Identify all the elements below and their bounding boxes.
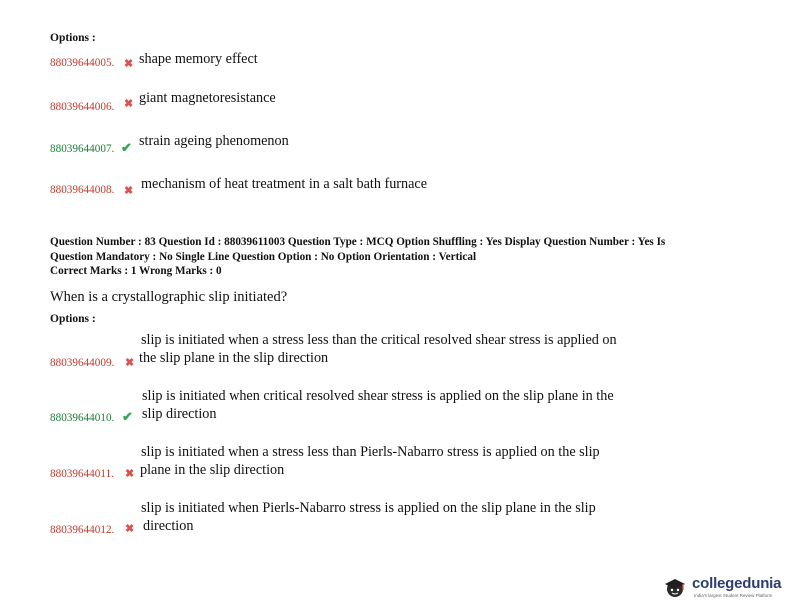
wrong-mark-icon: ✖ [125, 357, 135, 369]
option-text-line: the slip plane in the slip direction [139, 350, 329, 366]
option-text-line: slip is initiated when critical resolved shear stress is applied on the slip plane in the [142, 388, 614, 404]
option-text-line: slip direction [142, 406, 217, 422]
wrong-mark-icon: ✖ [124, 185, 134, 197]
question-marks: Correct Marks : 1 Wrong Marks : 0 [50, 265, 222, 277]
option-id: 88039644006. [50, 101, 115, 113]
option-text: mechanism of heat treatment in a salt bath furnace [141, 176, 427, 192]
wrong-mark-icon: ✖ [125, 523, 135, 535]
option-id: 88039644009. [50, 357, 115, 369]
question-meta-line: Question Mandatory : No Single Line Question Option : No Option Orientation : Vertical [50, 250, 477, 263]
question-text: When is a crystallographic slip initiated? [50, 289, 288, 305]
option-id: 88039644012. [50, 524, 115, 536]
wrong-mark-icon: ✖ [124, 58, 134, 70]
option-text-line: slip is initiated when a stress less than the critical resolved shear stress is applied on [141, 332, 617, 348]
wrong-mark-icon: ✖ [124, 98, 134, 110]
question-meta [50, 235, 665, 279]
option-id: 88039644008. [50, 184, 115, 196]
options-label-q82: Options : [50, 32, 96, 44]
option-text-line: plane in the slip direction [140, 462, 285, 478]
check-mark-icon: ✔ [121, 140, 132, 155]
option-text-line: direction [143, 518, 194, 534]
option-text-line: slip is initiated when a stress less than Pierls-Nabarro stress is applied on the slip [141, 444, 600, 460]
option-id: 88039644005. [50, 57, 115, 69]
option-text: strain ageing phenomenon [139, 133, 289, 149]
wrong-mark-icon: ✖ [125, 468, 135, 480]
option-id: 88039644007. [50, 143, 115, 155]
option-text-line: slip is initiated when Pierls-Nabarro stress is applied on the slip plane in the slip [141, 500, 596, 516]
check-mark-icon: ✔ [122, 409, 133, 424]
collegedunia-logo [664, 574, 786, 604]
option-text: shape memory effect [139, 51, 258, 67]
option-id: 88039644011. [50, 468, 114, 480]
option-id: 88039644010. [50, 412, 115, 424]
logo-tagline: India's largest Student Review Platform [694, 593, 773, 598]
question-meta-line: Question Number : 83 Question Id : 88039611003 Question Type : MCQ Option Shuffling : Yes Display Question Number : Yes Is [50, 236, 666, 248]
option-text: giant magnetoresistance [139, 90, 276, 106]
options-label-q83: Options : [50, 313, 96, 325]
graduation-cap-icon [664, 576, 686, 598]
logo-name: collegedunia [692, 575, 782, 592]
